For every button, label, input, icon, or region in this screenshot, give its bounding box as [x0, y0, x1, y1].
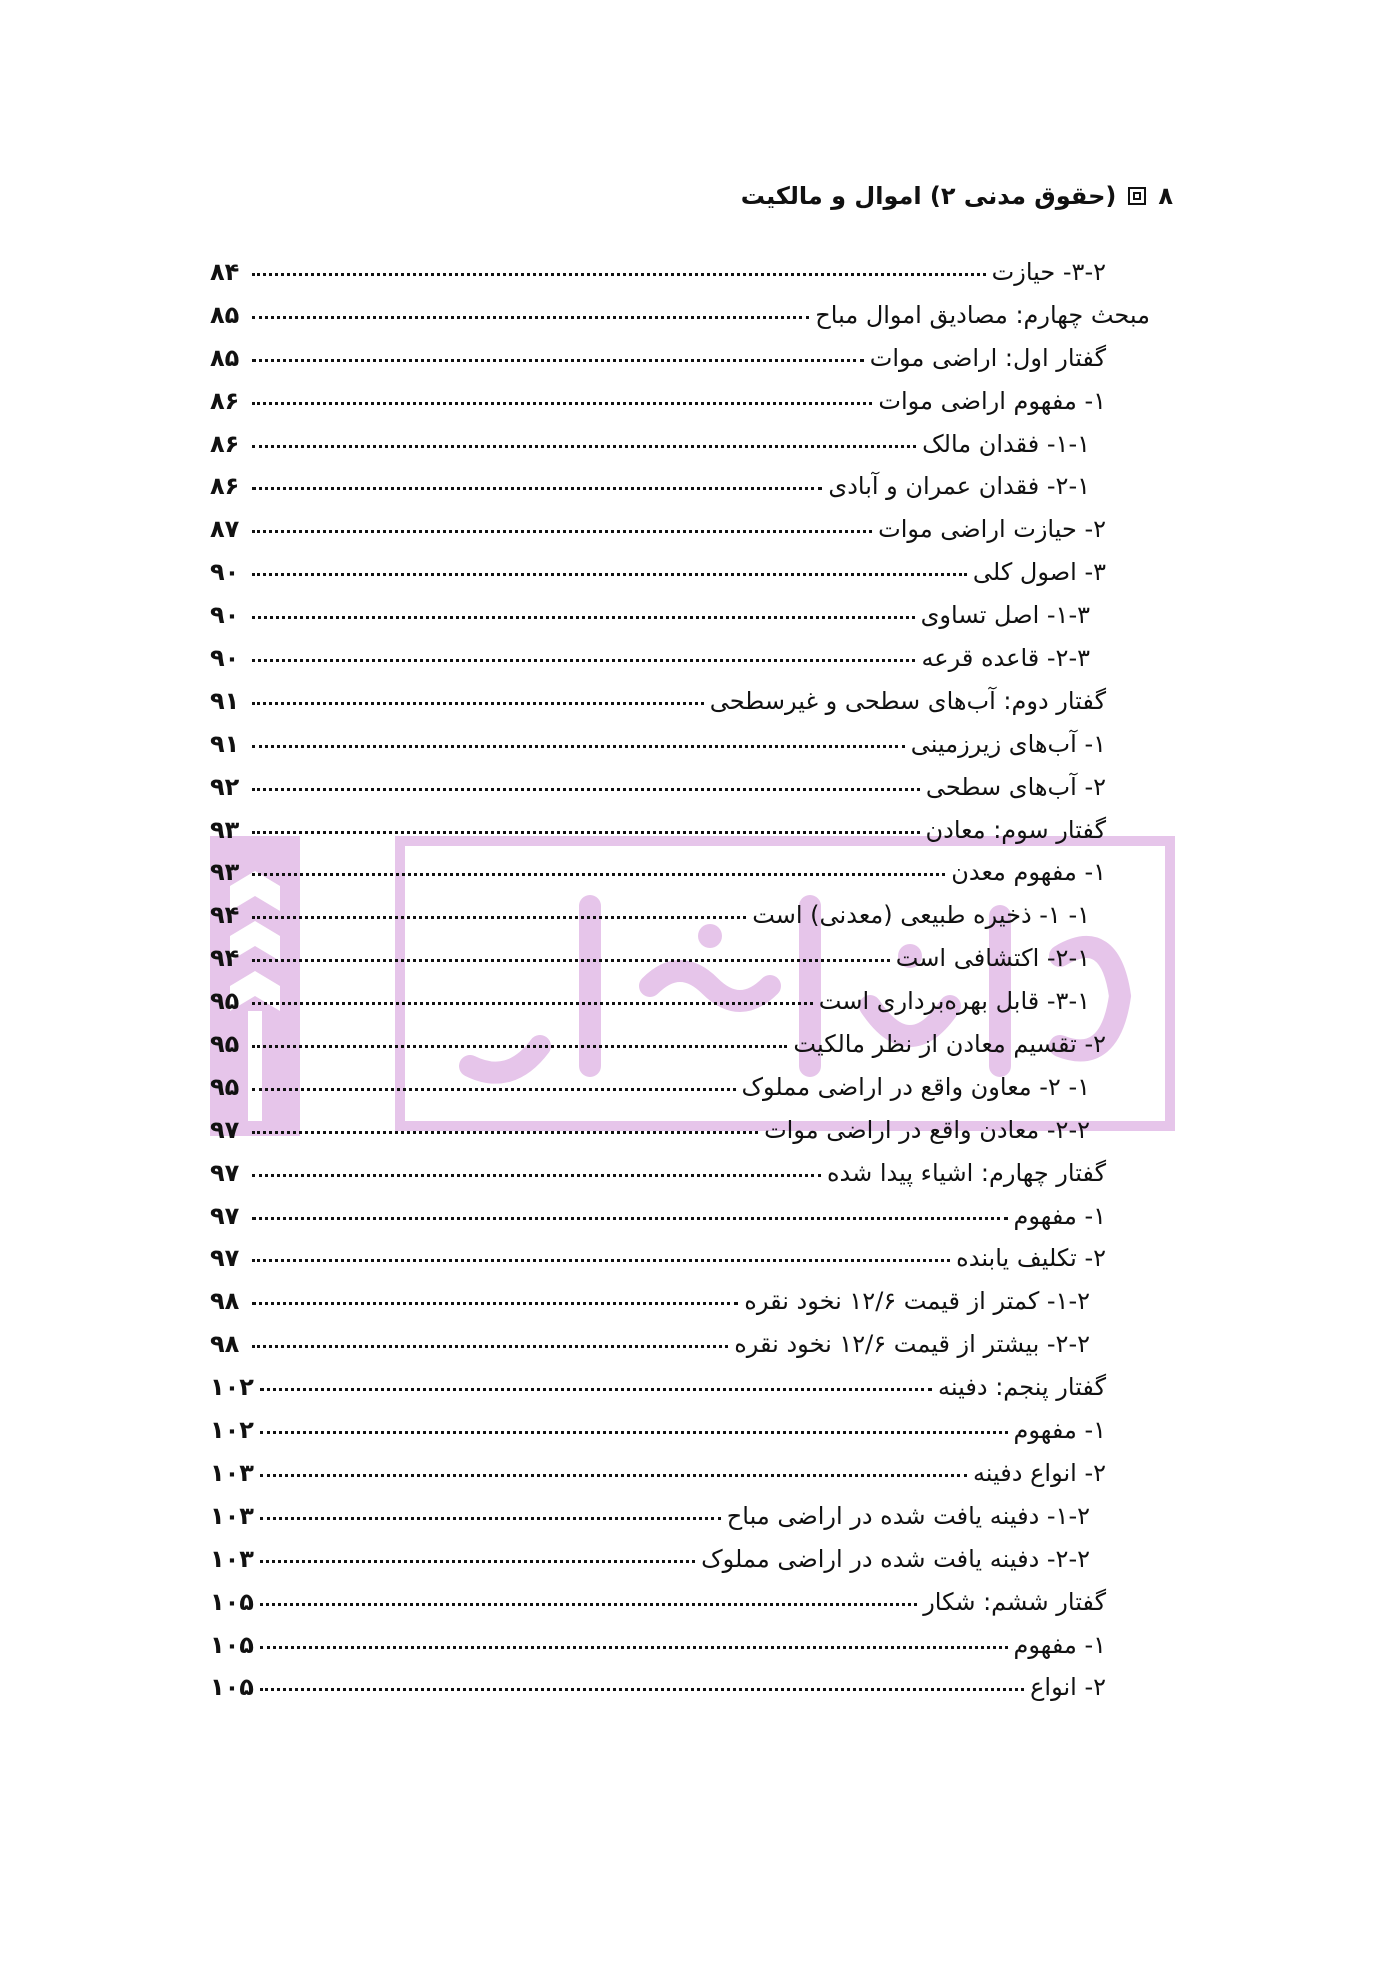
toc-entry: [210, 1673, 1138, 1716]
dot-leader: [260, 1599, 917, 1606]
dot-leader: [252, 269, 986, 276]
toc-entry: [210, 387, 1138, 430]
dot-leader: [252, 827, 920, 834]
dot-leader: [252, 998, 813, 1005]
toc-entry-title: ۲- تقسیم معادن از نظر مالکیت: [793, 1030, 1106, 1059]
toc-entry-page: ۸۶: [210, 386, 240, 415]
dot-leader: [252, 955, 890, 962]
toc-entry: [210, 430, 1138, 473]
toc-entry-title: ۲-۲- بیشتر از قیمت ۱۲/۶ نخود نقره: [734, 1330, 1090, 1359]
toc-entry-title: ۲-۳- قاعده قرعه: [921, 644, 1090, 673]
toc-entry: [210, 1116, 1138, 1159]
dot-leader: [260, 1684, 1024, 1691]
toc-entry-page: ۹۷: [210, 1201, 240, 1230]
toc-entry: [210, 1030, 1138, 1073]
table-of-contents: [210, 258, 1150, 1716]
toc-entry-page: ۹۳: [210, 815, 240, 844]
toc-entry: [210, 1287, 1138, 1330]
toc-entry-title: ۲- حیازت اراضی موات: [878, 515, 1106, 544]
toc-entry-title: ۱- ۱- ذخیره طبیعی (معدنی) است: [752, 901, 1090, 930]
toc-entry-page: ۸۴: [210, 258, 240, 286]
toc-entry-page: ۹۵: [210, 1030, 240, 1059]
toc-entry: [210, 258, 1138, 301]
toc-entry-page: ۹۴: [210, 901, 240, 930]
toc-entry: [210, 1588, 1138, 1631]
toc-entry: [210, 1244, 1138, 1287]
dot-leader: [252, 655, 915, 662]
toc-entry-title: ۱- مفهوم معدن: [951, 858, 1106, 887]
toc-entry-title: ۱- ۲- معاون واقع در اراضی مملوک: [741, 1072, 1090, 1101]
dot-leader: [260, 1513, 721, 1520]
toc-entry-title: ۱-۲- کمتر از قیمت ۱۲/۶ نخود نقره: [744, 1287, 1090, 1316]
toc-entry-page: ۹۵: [210, 987, 240, 1016]
toc-entry-page: ۸۵: [210, 300, 240, 329]
toc-entry: [210, 344, 1138, 387]
toc-entry-title: ۲- انواع دفینه: [972, 1458, 1106, 1487]
toc-entry: [210, 1373, 1138, 1416]
dot-leader: [260, 1642, 1008, 1649]
toc-entry-title: ۱- مفهوم: [1013, 1416, 1106, 1445]
toc-entry-page: ۱۰۲: [210, 1373, 254, 1402]
dot-leader: [252, 1041, 787, 1048]
square-icon: [1128, 187, 1146, 205]
dot-leader: [252, 869, 945, 876]
toc-entry: [210, 773, 1138, 816]
toc-entry: [210, 987, 1138, 1030]
toc-entry: [210, 1416, 1138, 1459]
toc-entry-title: گفتار ششم: شکار: [923, 1587, 1106, 1616]
toc-entry-title: گفتار اول: اراضی موات: [869, 343, 1106, 372]
toc-entry-title: ۱-۲- دفینه یافت شده در اراضی مباح: [726, 1501, 1090, 1530]
toc-entry-page: ۸۵: [210, 343, 240, 372]
toc-entry-page: ۱۰۳: [210, 1501, 254, 1530]
toc-entry-title: ۲-۲- دفینه یافت شده در اراضی مملوک: [701, 1544, 1090, 1573]
dot-leader: [252, 483, 822, 490]
toc-entry: [210, 1202, 1138, 1245]
dot-leader: [252, 312, 809, 319]
dot-leader: [260, 1427, 1008, 1434]
toc-entry-page: ۸۷: [210, 515, 240, 544]
toc-entry-page: ۹۴: [210, 944, 240, 973]
toc-entry: [210, 730, 1138, 773]
running-header: [741, 182, 1173, 210]
toc-entry: [210, 1159, 1138, 1202]
toc-entry-page: ۹۷: [210, 1115, 240, 1144]
toc-entry-page: ۹۰: [210, 558, 240, 587]
dot-leader: [252, 1341, 728, 1348]
dot-leader: [252, 526, 872, 533]
toc-entry-page: ۹۰: [210, 601, 240, 630]
dot-leader: [252, 1084, 736, 1091]
toc-entry: [210, 944, 1138, 987]
dot-leader: [260, 1556, 695, 1563]
toc-entry-title: مبحث چهارم: مصادیق اموال مباح: [815, 300, 1150, 329]
toc-entry-page: ۸۶: [210, 429, 240, 458]
dot-leader: [252, 1213, 1008, 1220]
dot-leader: [260, 1384, 932, 1391]
toc-entry-title: ۱- مفهوم اراضی موات: [878, 386, 1106, 415]
toc-entry-title: ۱- آب‌های زیرزمینی: [910, 729, 1106, 758]
dot-leader: [252, 612, 915, 619]
toc-entry: [210, 301, 1150, 344]
dot-leader: [252, 1255, 950, 1262]
toc-entry-page: ۹۳: [210, 858, 240, 887]
toc-entry-title: ۲- آب‌های سطحی: [925, 772, 1106, 801]
dot-leader: [260, 1470, 967, 1477]
book-title: (حقوق مدنی ۲) اموال و مالکیت: [740, 182, 1117, 210]
toc-entry-page: ۹۵: [210, 1072, 240, 1101]
toc-entry-page: ۱۰۳: [210, 1458, 254, 1487]
toc-entry: [210, 858, 1138, 901]
toc-entry: [210, 687, 1138, 730]
toc-entry: [210, 558, 1138, 601]
dot-leader: [252, 441, 916, 448]
toc-entry: [210, 1330, 1138, 1373]
toc-entry-page: ۹۸: [210, 1330, 240, 1359]
dot-leader: [252, 1127, 758, 1134]
toc-entry-title: ۱- مفهوم: [1013, 1630, 1106, 1659]
dot-leader: [252, 698, 704, 705]
toc-entry-page: ۹۱: [210, 729, 240, 758]
toc-entry-page: ۱۰۵: [210, 1630, 254, 1659]
toc-entry-page: ۱۰۵: [210, 1587, 254, 1616]
toc-entry-page: ۹۷: [210, 1244, 240, 1273]
toc-entry-title: گفتار دوم: آب‌های سطحی و غیرسطحی: [709, 686, 1106, 715]
toc-entry: [210, 601, 1138, 644]
dot-leader: [252, 912, 746, 919]
toc-entry: [210, 472, 1138, 515]
toc-entry-page: ۱۰۲: [210, 1416, 254, 1445]
toc-entry-title: ۲- انواع: [1030, 1673, 1106, 1702]
dot-leader: [252, 1298, 738, 1305]
dot-leader: [252, 1170, 821, 1177]
toc-entry-page: ۹۲: [210, 772, 240, 801]
toc-entry-title: گفتار چهارم: اشیاء پیدا شده: [826, 1158, 1106, 1187]
toc-entry-page: ۹۱: [210, 686, 240, 715]
toc-entry-title: ۲-۲- معادن واقع در اراضی موات: [764, 1115, 1090, 1144]
toc-entry-page: ۹۸: [210, 1287, 240, 1316]
toc-entry: [210, 1545, 1138, 1588]
toc-entry-title: ۲- تکلیف یابنده: [956, 1244, 1106, 1273]
dot-leader: [252, 398, 872, 405]
toc-entry-title: گفتار سوم: معادن: [925, 815, 1106, 844]
page-number: ۸: [1158, 182, 1173, 210]
toc-entry-page: ۱۰۵: [210, 1673, 254, 1702]
toc-entry: [210, 515, 1138, 558]
dot-leader: [252, 741, 905, 748]
toc-entry: [210, 1502, 1138, 1545]
toc-entry-title: ۳-۱- قابل بهره‌برداری است: [818, 987, 1090, 1016]
toc-entry-page: ۹۷: [210, 1158, 240, 1187]
toc-entry: [210, 1631, 1138, 1674]
toc-entry: [210, 1459, 1138, 1502]
toc-entry: [210, 816, 1138, 859]
toc-entry-title: ۳- اصول کلی: [972, 558, 1106, 587]
toc-entry-title: گفتار پنجم: دفینه: [938, 1373, 1106, 1402]
toc-entry-page: ۱۰۳: [210, 1544, 254, 1573]
toc-entry: [210, 644, 1138, 687]
toc-entry-title: ۲-۱- اکتشافی است: [895, 944, 1090, 973]
toc-entry-title: ۱-۳- اصل تساوی: [920, 601, 1090, 630]
toc-entry-title: ۲-۱- فقدان عمران و آبادی: [828, 472, 1090, 501]
toc-entry: [210, 1073, 1138, 1116]
dot-leader: [252, 784, 920, 791]
toc-entry: [210, 901, 1138, 944]
toc-entry-page: ۸۶: [210, 472, 240, 501]
dot-leader: [252, 355, 864, 362]
toc-entry-title: ۳-۲- حیازت: [991, 258, 1106, 286]
dot-leader: [252, 569, 967, 576]
toc-entry-page: ۹۰: [210, 644, 240, 673]
toc-entry-title: ۱-۱- فقدان مالک: [922, 429, 1090, 458]
toc-entry-title: ۱- مفهوم: [1013, 1201, 1106, 1230]
